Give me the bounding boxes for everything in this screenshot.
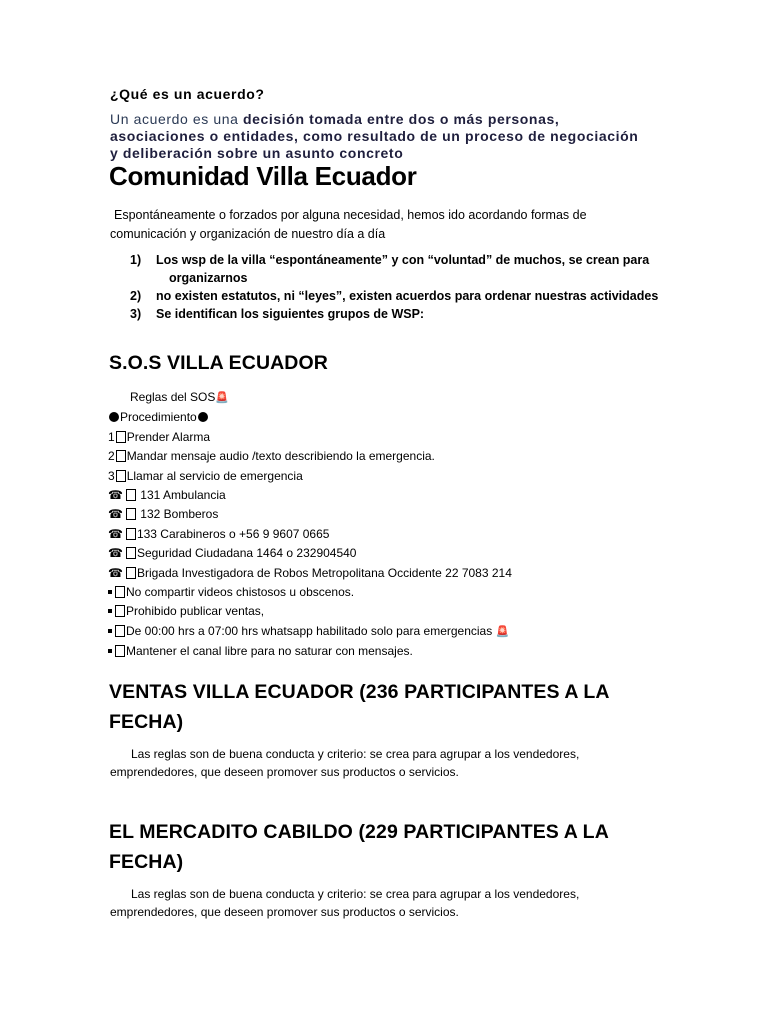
- definition-line-3: y deliberación sobre un asunto concreto: [110, 145, 404, 161]
- phone-text: 132 Bomberos: [136, 507, 219, 522]
- list-item-text: Se identifican los siguientes grupos de WSP:: [156, 307, 425, 321]
- missing-glyph-icon: [126, 547, 136, 559]
- rule-text: Prohibido publicar ventas,: [126, 604, 265, 619]
- mercadito-heading-line-2: FECHA): [109, 851, 184, 873]
- step-text: Prender Alarma: [126, 429, 211, 444]
- ventas-heading: [109, 677, 649, 737]
- definition-lead: Un acuerdo es una: [110, 111, 243, 127]
- phone-icon: ☎: [108, 488, 123, 503]
- rule-line: [108, 642, 512, 661]
- step-number: 3: [108, 468, 115, 483]
- step-text: Mandar mensaje audio /texto describiendo la emergencia.: [126, 449, 435, 464]
- step-line: [108, 428, 512, 447]
- phone-line: [108, 486, 512, 505]
- step-line: [108, 467, 512, 486]
- step-line: [108, 447, 512, 466]
- step-text: Llamar al servicio de emergencia: [126, 468, 303, 483]
- mercadito-heading-line-1: EL MERCADITO CABILDO (229 PARTICIPANTES A LA: [109, 821, 609, 843]
- bullet-square-icon: [108, 649, 112, 653]
- phone-text: 133 Carabineros o +56 9 9607 0665: [136, 526, 330, 541]
- rule-text: Mantener el canal libre para no saturar con mensajes.: [126, 644, 413, 659]
- mercadito-para-line-1: Las reglas son de buena conducta y criterio: se crea para agrupar a los vendedores,: [131, 887, 580, 901]
- mercadito-paragraph: [110, 885, 650, 921]
- ventas-para-line-1: Las reglas son de buena conducta y criterio: se crea para agrupar a los vendedores,: [131, 747, 580, 761]
- bullet-square-icon: [108, 590, 112, 594]
- phone-line: [108, 564, 512, 583]
- procedure-line: [108, 408, 512, 427]
- missing-glyph-icon: [126, 528, 136, 540]
- bullet-square-icon: [108, 609, 112, 613]
- list-item: [130, 287, 658, 305]
- phone-icon: ☎: [108, 565, 123, 580]
- phone-text: Seguridad Ciudadana 1464 o 232904540: [136, 546, 357, 561]
- list-item-text: Los wsp de la villa “espontáneamente” y con “voluntad” de muchos, se crean para: [156, 253, 650, 267]
- procedure-label: Procedimiento: [120, 410, 197, 425]
- ventas-paragraph: [110, 745, 650, 781]
- rule-line: [108, 583, 512, 602]
- sos-rules-block: [108, 388, 512, 662]
- ventas-heading-line-1: VENTAS VILLA ECUADOR (236 PARTICIPANTES A LA: [109, 681, 610, 703]
- bullet-square-icon: [108, 629, 112, 633]
- list-item-number: 2): [130, 289, 142, 303]
- phone-text: 131 Ambulancia: [136, 488, 226, 503]
- intro-paragraph: [110, 206, 630, 244]
- sos-rules-title: [130, 388, 512, 408]
- mercadito-para-line-2: emprendedores, que deseen promover sus productos o servicios.: [110, 905, 459, 919]
- phone-line: [108, 505, 512, 524]
- rules-title-text: Reglas del SOS: [130, 390, 216, 404]
- missing-glyph-icon: [115, 645, 125, 657]
- phone-icon: ☎: [108, 526, 123, 541]
- list-item: [130, 305, 658, 323]
- list-item-number: 3): [130, 307, 142, 321]
- rule-line: [108, 602, 512, 621]
- siren-icon: 🚨: [495, 625, 510, 638]
- definition-line-1: [110, 111, 670, 128]
- sos-heading: [109, 348, 649, 378]
- phone-text: Brigada Investigadora de Robos Metropolitana Occidente 22 7083 214: [136, 565, 512, 580]
- phone-icon: ☎: [108, 507, 123, 522]
- definition-line-1-rest: decisión tomada entre dos o más personas,: [243, 111, 560, 127]
- missing-glyph-icon: [116, 431, 126, 443]
- ventas-para-line-2: emprendedores, que deseen promover sus productos o servicios.: [110, 765, 459, 779]
- question-heading: ¿Qué es un acuerdo?: [110, 86, 265, 102]
- missing-glyph-icon: [126, 489, 136, 501]
- list-item: [130, 251, 658, 287]
- step-number: 1: [108, 429, 115, 444]
- document-title: Comunidad Villa Ecuador: [109, 161, 417, 191]
- siren-icon: 🚨: [215, 392, 230, 404]
- numbered-list: [130, 251, 658, 323]
- phone-line: [108, 525, 512, 544]
- bullet-dot-icon: [109, 412, 119, 422]
- missing-glyph-icon: [115, 625, 125, 637]
- missing-glyph-icon: [126, 508, 136, 520]
- rule-line: [108, 622, 512, 642]
- step-number: 2: [108, 449, 115, 464]
- definition-paragraph: [110, 111, 670, 162]
- list-item-continuation: organizarnos: [169, 271, 248, 285]
- missing-glyph-icon: [116, 450, 126, 462]
- sos-heading-text: S.O.S VILLA ECUADOR: [109, 352, 328, 374]
- intro-line-1: Espontáneamente o forzados por alguna necesidad, hemos ido acordando formas de: [114, 208, 587, 222]
- list-item-text: no existen estatutos, ni “leyes”, existen acuerdos para ordenar nuestras actividades: [156, 289, 659, 303]
- rule-text: De 00:00 hrs a 07:00 hrs whatsapp habilitado solo para emergencias: [126, 623, 493, 638]
- phone-line: [108, 544, 512, 563]
- bullet-dot-icon: [198, 412, 208, 422]
- missing-glyph-icon: [116, 470, 126, 482]
- intro-line-2: comunicación y organización de nuestro día a día: [110, 227, 386, 241]
- phone-icon: ☎: [108, 546, 123, 561]
- missing-glyph-icon: [115, 586, 125, 598]
- list-item-number: 1): [130, 253, 142, 267]
- missing-glyph-icon: [115, 605, 125, 617]
- rule-text: No compartir videos chistosos u obscenos.: [126, 585, 355, 600]
- mercadito-heading: [109, 817, 649, 877]
- missing-glyph-icon: [126, 567, 136, 579]
- definition-line-2: asociaciones o entidades, como resultado de un proceso de negociación: [110, 128, 639, 144]
- ventas-heading-line-2: FECHA): [109, 711, 184, 733]
